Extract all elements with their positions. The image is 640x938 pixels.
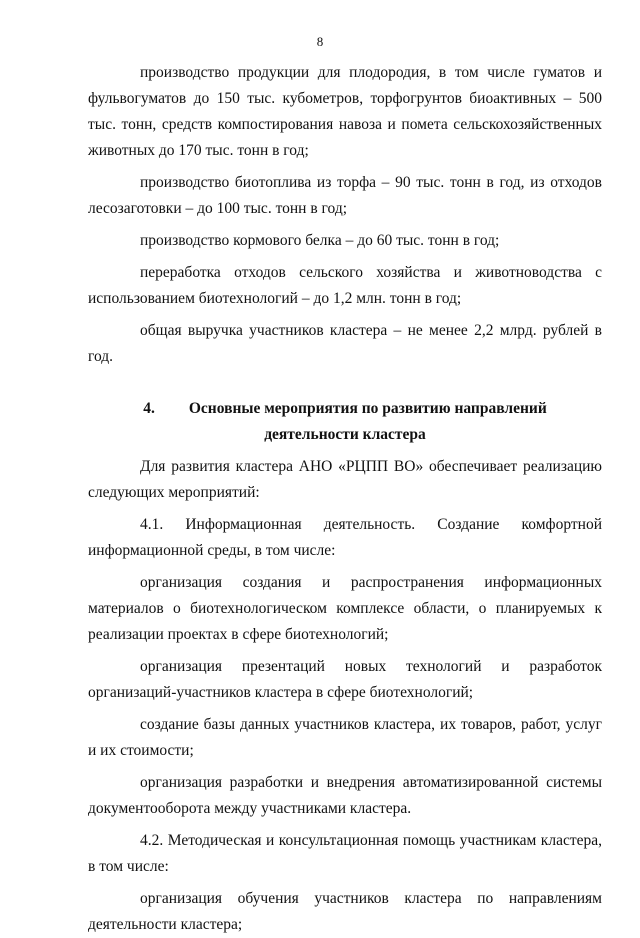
paragraph: производство кормового белка – до 60 тыс. тонн в год;: [140, 232, 500, 249]
section-title-line2: деятельности кластера: [264, 426, 426, 443]
paragraph: 4.2. Методическая и консультационная помощь участникам кластера, в том числе:: [88, 832, 602, 875]
paragraph: организация презентаций новых технологий и разработок организаций-участников кластера в сфере биотехнологий;: [88, 658, 602, 701]
section-heading: [88, 396, 602, 448]
document-body: [88, 60, 602, 938]
section-title-line1: Основные мероприятия по развитию направлений: [188, 400, 547, 417]
paragraph: производство биотоплива из торфа – 90 тыс. тонн в год, из отходов лесозаготовки – до 100 тыс. тонн в год;: [88, 174, 602, 217]
paragraph: производство продукции для плодородия, в том числе гуматов и фульвогуматов до 150 тыс. кубометров, торфогрунтов биоактивных – 500 тыс. тонн, средств компостирования навоза и помета сельскохозяйственных животных до 170 тыс. тонн в год;: [88, 64, 602, 159]
paragraph: переработка отходов сельского хозяйства и животноводства с использованием биотехнологий – до 1,2 млн. тонн в год;: [88, 264, 602, 307]
paragraph: организация разработки и внедрения автоматизированной системы документооборота между участниками кластера.: [88, 774, 602, 817]
paragraph: общая выручка участников кластера – не менее 2,2 млрд. рублей в год.: [88, 322, 602, 365]
section-number: 4.: [143, 400, 155, 417]
paragraph: создание базы данных участников кластера, их товаров, работ, услуг и их стоимости;: [88, 716, 602, 759]
paragraph: Для развития кластера АНО «РЦПП ВО» обеспечивает реализацию следующих мероприятий:: [88, 458, 602, 501]
paragraph: организация создания и распространения информационных материалов о биотехнологическом комплексе области, о планируемых к реализации проектах в сфере биотехнологий;: [88, 574, 602, 643]
paragraph: организация обучения участников кластера по направлениям деятельности кластера;: [88, 890, 602, 933]
page-number: 8: [316, 34, 324, 49]
paragraph: 4.1. Информационная деятельность. Создание комфортной информационной среды, в том числе:: [88, 516, 602, 559]
